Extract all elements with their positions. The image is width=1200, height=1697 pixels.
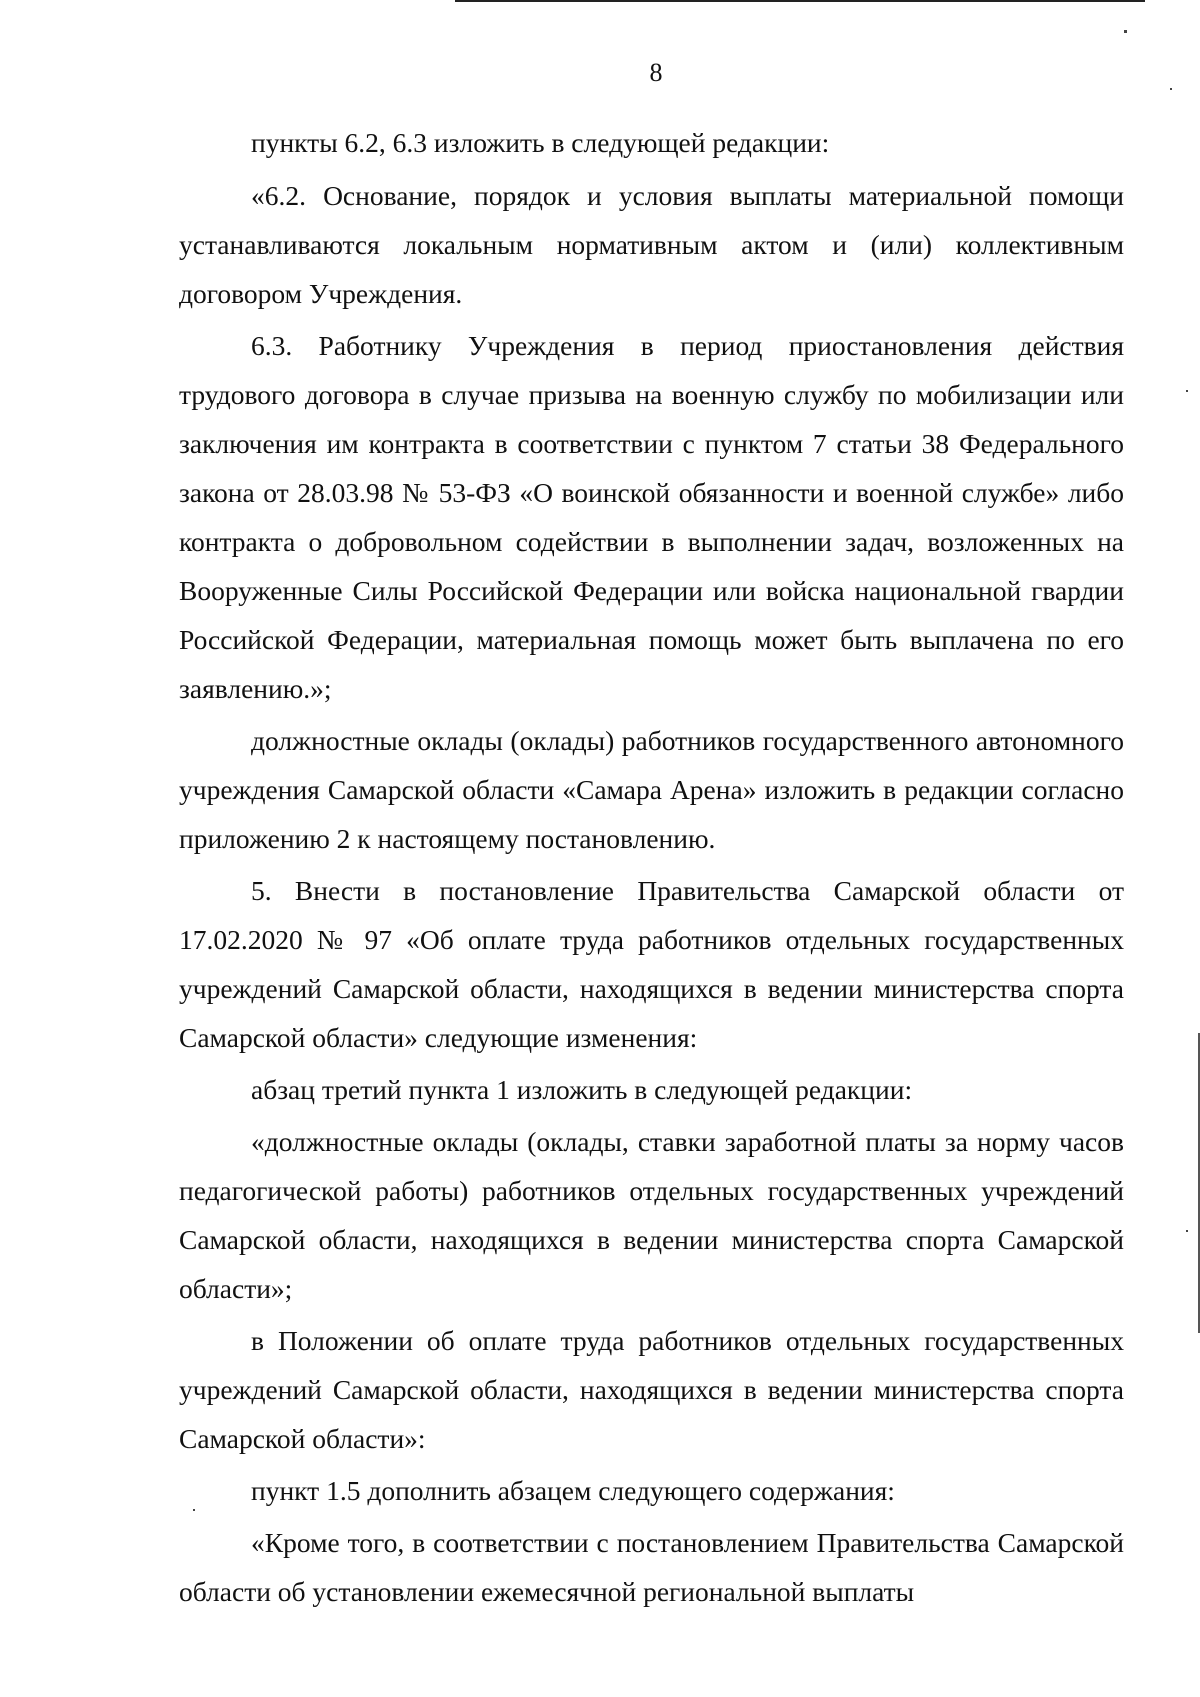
paragraph-5: 5. Внести в постановление Правительства Самарской области от 17.02.2020 № 97 «Об оплате труда работников отдельных государственных учреждений Самарской области, находящихся в ведении министерства спорта Самарской области» следующие изменения: <box>179 875 1124 1053</box>
scan-speck <box>1186 390 1188 392</box>
scan-speck <box>1186 1230 1188 1232</box>
paragraph-3: 6.3. Работнику Учреждения в период приостановления действия трудового договора в случае призыва на военную службу по мобилизации или заключения им контракта в соответствии с пунктом 7 статьи 38 Федерального закона от 28.03.98 № 53-ФЗ «О воинской обязанности и военной службе» либо контракта о добровольном содействии в выполнении задач, возложенных на Вооруженные Силы Российской Федерации или войска национальной гвардии Российской Федерации, материальная помощь может быть выплачена по его заявлению.»; <box>179 330 1124 704</box>
paragraph-2: «6.2. Основание, порядок и условия выплаты материальной помощи устанавливаются локальным нормативным актом и (или) коллективным договором Учреждения. <box>179 180 1124 309</box>
scan-speck <box>1124 30 1127 33</box>
document-body <box>179 118 1124 1616</box>
page-number: 8 <box>649 58 663 87</box>
scan-speck <box>1170 88 1172 90</box>
paragraph-7: «должностные оклады (оклады, ставки заработной платы за норму часов педагогической работы) работников отдельных государственных учреждений Самарской области, находящихся в ведении министерства спорта Самарской области»; <box>179 1126 1124 1304</box>
paragraph-1: пункты 6.2, 6.3 изложить в следующей редакции: <box>251 127 830 158</box>
paragraph-9: пункт 1.5 дополнить абзацем следующего содержания: <box>251 1475 895 1506</box>
top-border-line <box>455 0 1145 2</box>
paragraph-4: должностные оклады (оклады) работников государственного автономного учреждения Самарской области «Самара Арена» изложить в редакции согласно приложению 2 к настоящему постановлению. <box>179 725 1124 854</box>
paragraph-8: в Положении об оплате труда работников отдельных государственных учреждений Самарской области, находящихся в ведении министерства спорта Самарской области»: <box>179 1325 1124 1454</box>
scan-speck <box>193 1509 195 1511</box>
paragraph-10: «Кроме того, в соответствии с постановлением Правительства Самарской области об установлении ежемесячной региональной выплаты <box>179 1527 1124 1607</box>
paragraph-6: абзац третий пункта 1 изложить в следующей редакции: <box>251 1074 913 1105</box>
